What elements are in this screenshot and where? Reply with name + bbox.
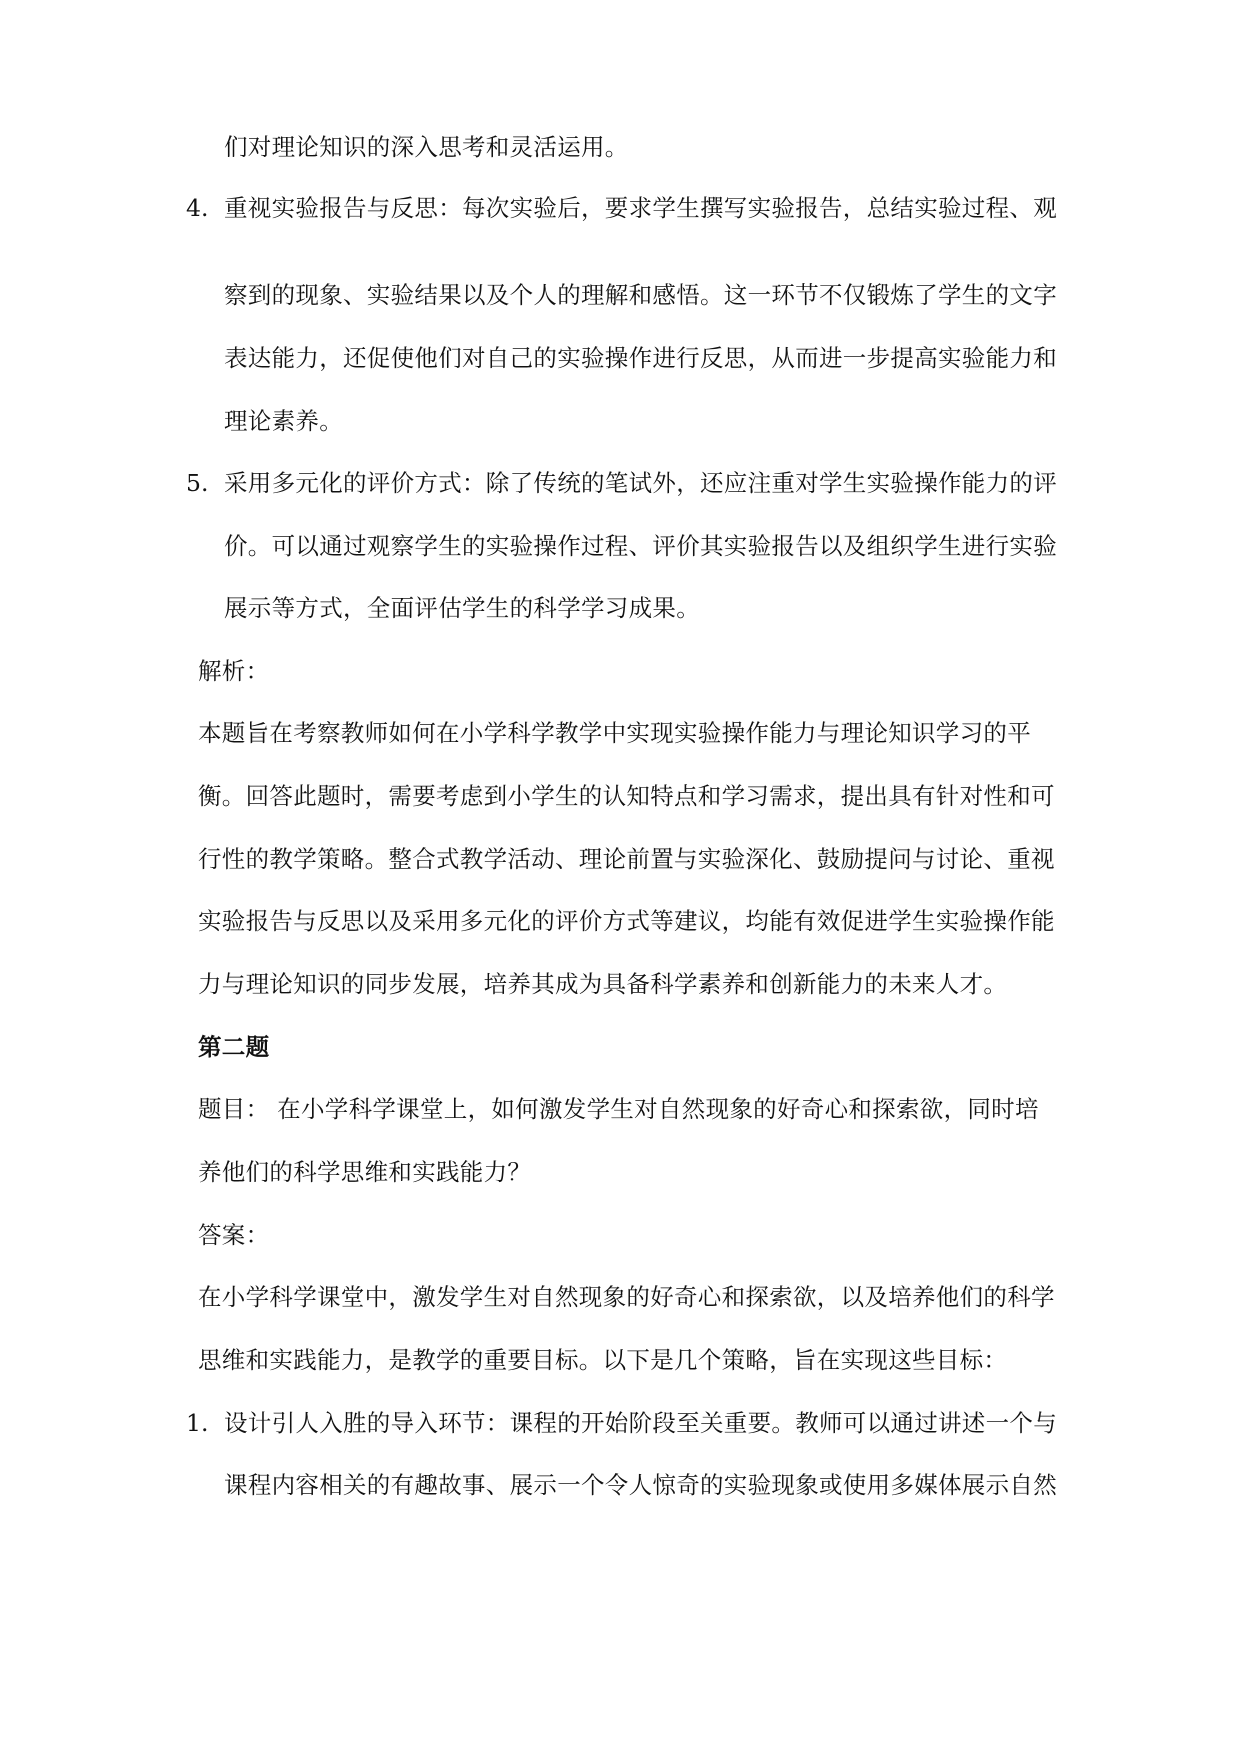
- item4-line-4: 理论素养。: [224, 407, 343, 435]
- question-line-2: 养他们的科学思维和实践能力？: [198, 1158, 532, 1186]
- list-number-4: 4.: [186, 194, 209, 222]
- analysis-line-3: 行性的教学策略。整合式教学活动、理论前置与实验深化、鼓励提问与讨论、重视: [198, 845, 1055, 873]
- analysis-line-2: 衡。回答此题时，需要考虑到小学生的认知特点和学习需求，提出具有针对性和可: [198, 782, 1055, 810]
- item4-line-3: 表达能力，还促使他们对自己的实验操作进行反思，从而进一步提高实验能力和: [224, 344, 1057, 372]
- item3-continuation: 们对理论知识的深入思考和灵活运用。: [224, 133, 629, 161]
- item4-line-2: 察到的现象、实验结果以及个人的理解和感悟。这一环节不仅锻炼了学生的文字: [224, 281, 1057, 309]
- analysis-line-5: 力与理论知识的同步发展，培养其成为具备科学素养和创新能力的未来人才。: [198, 970, 1008, 998]
- answer-label: 答案：: [198, 1221, 270, 1249]
- list-number-1: 1.: [186, 1409, 209, 1437]
- section-heading: 第二题: [198, 1033, 270, 1061]
- answer-item1-line-2: 课程内容相关的有趣故事、展示一个令人惊奇的实验现象或使用多媒体展示自然: [224, 1471, 1057, 1499]
- item4-line-1: 重视实验报告与反思：每次实验后，要求学生撰写实验报告，总结实验过程、观: [224, 194, 1057, 222]
- answer-item1-line-1: 设计引人入胜的导入环节：课程的开始阶段至关重要。教师可以通过讲述一个与: [224, 1409, 1057, 1437]
- item5-line-1: 采用多元化的评价方式：除了传统的笔试外，还应注重对学生实验操作能力的评: [224, 469, 1057, 497]
- list-number-5: 5.: [186, 469, 209, 497]
- analysis-line-1: 本题旨在考察教师如何在小学科学教学中实现实验操作能力与理论知识学习的平: [198, 719, 1031, 747]
- answer-line-2: 思维和实践能力，是教学的重要目标。以下是几个策略，旨在实现这些目标：: [198, 1346, 1008, 1374]
- analysis-label: 解析：: [198, 657, 270, 685]
- answer-line-1: 在小学科学课堂中，激发学生对自然现象的好奇心和探索欲，以及培养他们的科学: [198, 1283, 1055, 1311]
- analysis-line-4: 实验报告与反思以及采用多元化的评价方式等建议，均能有效促进学生实验操作能: [198, 907, 1055, 935]
- item5-line-2: 价。可以通过观察学生的实验操作过程、评价其实验报告以及组织学生进行实验: [224, 532, 1057, 560]
- item5-line-3: 展示等方式，全面评估学生的科学学习成果。: [224, 594, 700, 622]
- question-line-1: 题目： 在小学科学课堂上，如何激发学生对自然现象的好奇心和探索欲，同时培: [198, 1095, 1039, 1123]
